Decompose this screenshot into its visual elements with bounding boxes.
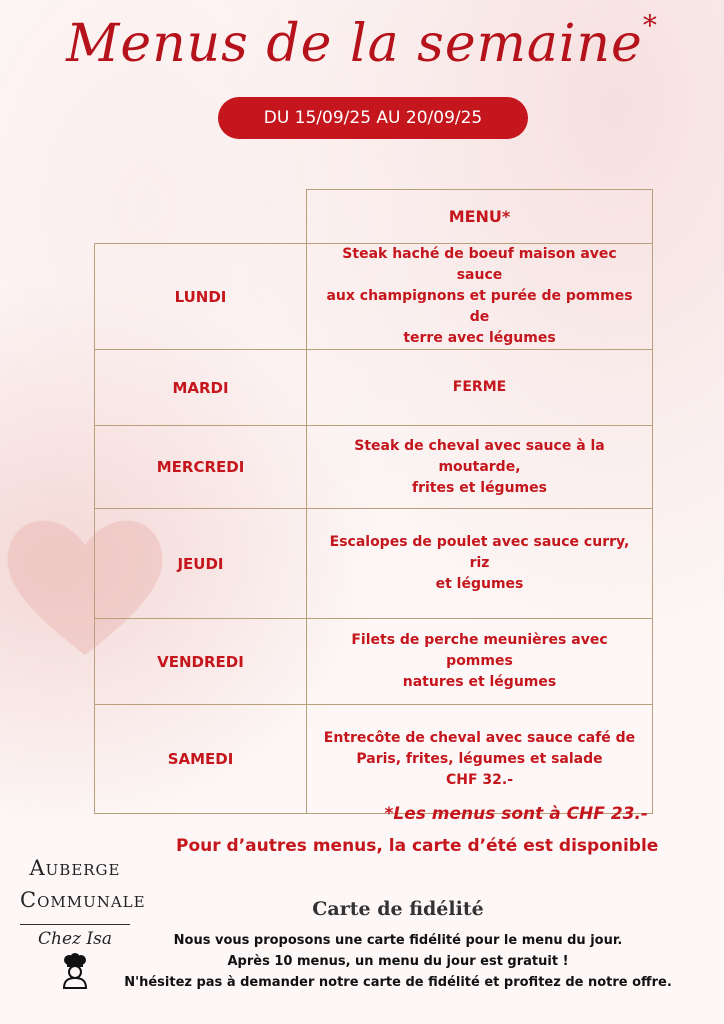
empty-header-cell <box>95 190 307 244</box>
table-row <box>95 509 653 619</box>
dish-cell: Steak de cheval avec sauce à la moutarde, frites et légumes <box>307 426 653 509</box>
menu-table <box>94 189 653 814</box>
day-cell: SAMEDI <box>95 705 307 814</box>
loyalty-card-title: Carte de fidélité <box>312 898 484 920</box>
logo-divider <box>20 924 130 925</box>
day-cell: VENDREDI <box>95 619 307 705</box>
table-row <box>95 426 653 509</box>
table-row <box>95 619 653 705</box>
logo-line-chez-isa: Chez Isa <box>38 929 112 949</box>
table-row <box>95 350 653 426</box>
day-cell: JEUDI <box>95 509 307 619</box>
menu-column-header: MENU* <box>307 190 653 244</box>
table-header-row <box>95 190 653 244</box>
day-cell: MARDI <box>95 350 307 426</box>
restaurant-logo <box>20 852 146 989</box>
price-note: *Les menus sont à CHF 23.- <box>384 804 648 824</box>
dish-cell: Entrecôte de cheval avec sauce café de Paris, frites, légumes et salade CHF 32.- <box>307 705 653 814</box>
dish-cell: Filets de perche meunières avec pommes natures et légumes <box>307 619 653 705</box>
loyalty-card-text: Nous vous proposons une carte fidélité pour le menu du jour. Après 10 menus, un menu du jour est gratuit ! N'hésitez pas à demander notre carte de fidélité et profitez de notre offre. <box>124 933 672 990</box>
summer-menu-note: Pour d’autres menus, la carte d’été est disponible <box>176 836 659 856</box>
page-title: Menus de la semaine* <box>66 8 658 74</box>
logo-line-auberge: Auberge <box>29 856 121 880</box>
dish-cell: Steak haché de boeuf maison avec sauce aux champignons et purée de pommes de terre avec légumes <box>307 244 653 350</box>
date-range-badge: DU 15/09/25 AU 20/09/25 <box>218 97 528 139</box>
table-row <box>95 705 653 814</box>
logo-line-communale: Communale <box>20 888 146 912</box>
day-cell: LUNDI <box>95 244 307 350</box>
dish-cell: Escalopes de poulet avec sauce curry, riz et légumes <box>307 509 653 619</box>
chef-icon <box>58 953 92 989</box>
dish-cell: FERME <box>307 350 653 426</box>
day-cell: MERCREDI <box>95 426 307 509</box>
table-row <box>95 244 653 350</box>
